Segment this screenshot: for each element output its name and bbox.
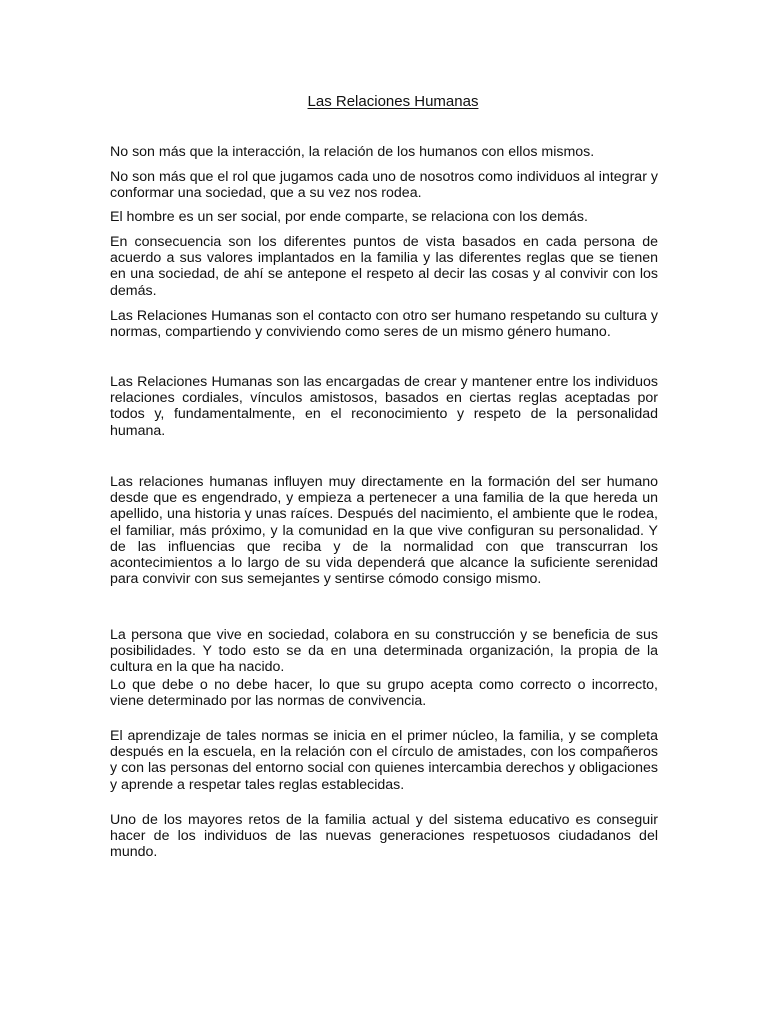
paragraph-4: En consecuencia son los diferentes puntos de vista basados en cada persona de acuerdo a sus valores implantados en la familia y las diferentes reglas que se tienen en una sociedad, de ahí se antepone el respeto al decir las cosas y al convivir con los demás. [110, 234, 658, 299]
paragraph-8: La persona que vive en sociedad, colabora en su construcción y se beneficia de sus posibilidades. Y todo esto se da en una determinada organización, la propia de la cultura en la que ha nacido. [110, 627, 658, 676]
paragraph-1: No son más que la interacción, la relación de los humanos con ellos mismos. [110, 144, 595, 160]
paragraph-7: Las relaciones humanas influyen muy directamente en la formación del ser humano desde que es engendrado, y empieza a pertenecer a una familia de la que hereda un apellido, una historia y unas raíces. Después del nacimiento, el ambiente que le rodea, el familiar, más próximo, y la comunidad en la que vive configuran su personalidad. Y de las influencias que reciba y de la normalidad con que transcurran los acontecimientos a lo largo de su vida dependerá que alcance la suficiente serenidad para convivir con sus semejantes y sentirse cómodo consigo mismo. [110, 474, 658, 588]
document-title: Las Relaciones Humanas [307, 93, 479, 110]
paragraph-3: El hombre es un ser social, por ende comparte, se relaciona con los demás. [110, 209, 588, 225]
paragraph-11: Uno de los mayores retos de la familia actual y del sistema educativo es conseguir hacer de los individuos de las nuevas generaciones respetuosos ciudadanos del mundo. [110, 812, 658, 861]
paragraph-6: Las Relaciones Humanas son las encargadas de crear y mantener entre los individuos relaciones cordiales, vínculos amistosos, basados en ciertas reglas aceptadas por todos y, fundamentalmente, en el reconocimiento y respeto de la personalidad humana. [110, 374, 658, 439]
paragraph-10: El aprendizaje de tales normas se inicia en el primer núcleo, la familia, y se completa después en la escuela, en la relación con el círculo de amistades, con los compañeros y con las personas del entorno social con quienes intercambia derechos y obligaciones y aprende a respetar tales reglas establecidas. [110, 728, 658, 793]
paragraph-5: Las Relaciones Humanas son el contacto con otro ser humano respetando su cultura y normas, compartiendo y conviviendo como seres de un mismo género humano. [110, 308, 658, 341]
paragraph-9: Lo que debe o no debe hacer, lo que su grupo acepta como correcto o incorrecto, viene determinado por las normas de convivencia. [110, 677, 658, 710]
paragraph-2: No son más que el rol que jugamos cada uno de nosotros como individuos al integrar y conformar una sociedad, que a su vez nos rodea. [110, 169, 658, 202]
